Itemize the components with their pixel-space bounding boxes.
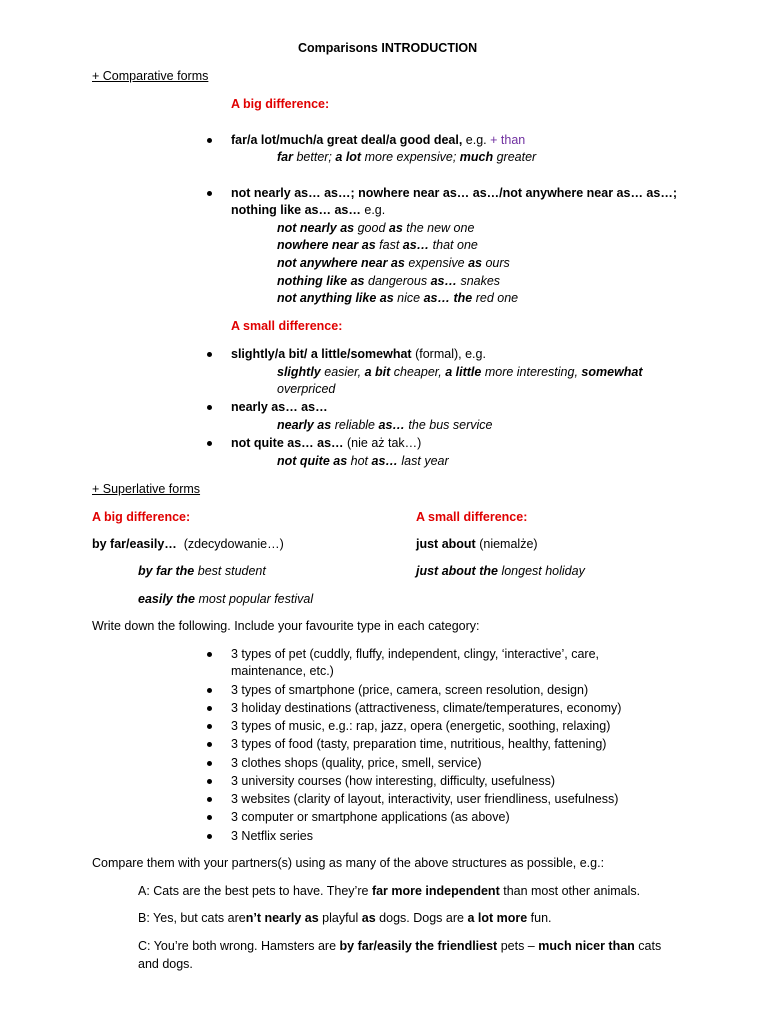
- dialogue-a: A: Cats are the best pets to have. They’re far more independent than most other animals.: [138, 884, 641, 898]
- comparative-heading: + Comparative forms: [92, 69, 209, 83]
- bullet: [207, 815, 212, 820]
- example-nearly-as: nearly as reliable as… the bus service: [277, 418, 493, 432]
- superlative-heading: + Superlative forms: [92, 482, 201, 496]
- list-item: 3 types of smartphone (price, camera, screen resolution, design): [231, 683, 589, 697]
- list-item: 3 computer or smartphone applications (as above): [231, 810, 510, 824]
- bullet: [207, 742, 212, 747]
- dialogue-c: C: You’re both wrong. Hamsters are by far/easily the friendliest pets – much nicer than cats: [138, 939, 662, 953]
- example-not-nearly-as: not nearly as good as the new one: [277, 221, 475, 235]
- list-item: 3 types of music, e.g.: rap, jazz, opera (energetic, soothing, relaxing): [231, 719, 611, 733]
- bullet: [207, 761, 212, 766]
- bullet-slightly: slightly/a bit/ a little/somewhat (formal), e.g.: [231, 347, 486, 361]
- just-about: just about (niemalże): [416, 537, 538, 551]
- bullet-not-quite-as: not quite as… as… (nie aż tak…): [231, 436, 422, 450]
- bullet-far-a-lot: far/a lot/much/a great deal/a good deal, e.g. + than: [231, 133, 526, 147]
- example-not-anything-like-as: not anything like as nice as… the red one: [277, 291, 519, 305]
- list-item: 3 holiday destinations (attractiveness, climate/temperatures, economy): [231, 701, 622, 715]
- example-nothing-like-as: nothing like as dangerous as… snakes: [277, 274, 501, 288]
- bullet: [207, 138, 212, 143]
- example-far-better: far better; a lot more expensive; much greater: [277, 150, 537, 164]
- bullet: [207, 652, 212, 657]
- bullet: [207, 441, 212, 446]
- small-difference-heading: A small difference:: [231, 319, 343, 333]
- bullet: [207, 834, 212, 839]
- bullet: [207, 706, 212, 711]
- bullet-nearly-as: nearly as… as…: [231, 400, 328, 414]
- example-not-anywhere-near-as: not anywhere near as expensive as ours: [277, 256, 510, 270]
- list-item: 3 clothes shops (quality, price, smell, service): [231, 756, 482, 770]
- example-just-about-the: just about the longest holiday: [416, 564, 585, 578]
- bullet: [207, 688, 212, 693]
- nothing-like-as-line: nothing like as… as… e.g.: [231, 203, 386, 217]
- by-far-easily: by far/easily… (zdecydowanie…): [92, 537, 284, 551]
- bullet: [207, 352, 212, 357]
- superlative-big-difference: A big difference:: [92, 510, 191, 524]
- bullet: [207, 779, 212, 784]
- big-difference-heading: A big difference:: [231, 97, 330, 111]
- superlative-small-difference: A small difference:: [416, 510, 528, 524]
- example-not-quite-as: not quite as hot as… last year: [277, 454, 449, 468]
- list-item: 3 types of pet (cuddly, fluffy, independent, clingy, ‘interactive’, care,: [231, 647, 600, 661]
- example-overpriced: overpriced: [277, 382, 336, 396]
- page-title: Comparisons INTRODUCTION: [298, 41, 478, 55]
- list-item: 3 university courses (how interesting, difficulty, usefulness): [231, 774, 555, 788]
- dialogue-b: B: Yes, but cats aren’t nearly as playful as dogs. Dogs are a lot more fun.: [138, 911, 552, 925]
- example-nowhere-near-as: nowhere near as fast as… that one: [277, 238, 478, 252]
- list-item: 3 Netflix series: [231, 829, 313, 843]
- bullet: [207, 724, 212, 729]
- list-item: 3 websites (clarity of layout, interactivity, user friendliness, usefulness): [231, 792, 619, 806]
- list-item-continuation: maintenance, etc.): [231, 664, 334, 678]
- dialogue-c-continuation: and dogs.: [138, 957, 193, 971]
- example-by-far-the: by far the best student: [138, 564, 266, 578]
- bullet: [207, 405, 212, 410]
- task-intro: Write down the following. Include your favourite type in each category:: [92, 619, 480, 633]
- bullet: [207, 191, 212, 196]
- example-slightly-easier: slightly easier, a bit cheaper, a little more interesting, somewhat: [277, 365, 643, 379]
- list-item: 3 types of food (tasty, preparation time, nutritious, healthy, fattening): [231, 737, 607, 751]
- compare-instruction: Compare them with your partners(s) using as many of the above structures as possible, e.g.:: [92, 856, 605, 870]
- bullet-not-nearly-as: not nearly as… as…; nowhere near as… as…/not anywhere near as… as…;: [231, 186, 677, 200]
- bullet: [207, 797, 212, 802]
- example-easily-the: easily the most popular festival: [138, 592, 314, 606]
